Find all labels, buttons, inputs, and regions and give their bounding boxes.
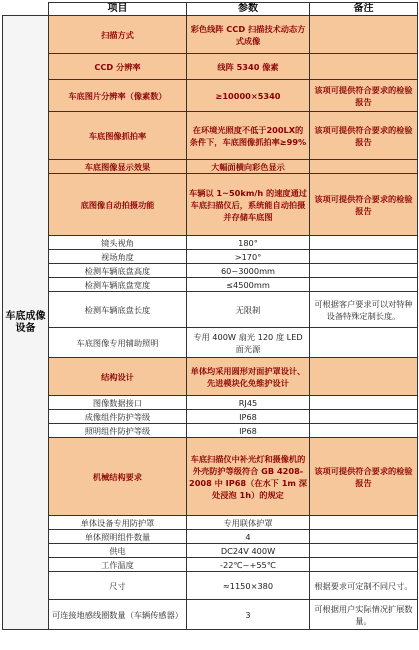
table-row [3,396,418,410]
cell-param: 60~3000mm [187,264,310,278]
cell-item: 单体照明组件数量 [49,530,187,544]
cell-note: 该项可提供符合要求的检验报告 [310,438,418,516]
header-row [3,3,418,16]
cell-item: 成像组件防护等级 [49,410,187,424]
cell-param: 无限制 [187,292,310,328]
table-row [3,328,418,358]
cell-item: 视场角度 [49,250,187,264]
table-row [3,278,418,292]
cell-param: 4 [187,530,310,544]
table-row [3,236,418,250]
cell-note [310,424,418,438]
cell-note [310,516,418,530]
cell-item: 单体设备专用防护罩 [49,516,187,530]
header-note: 备注 [310,3,418,16]
cell-item: 镜头视角 [49,236,187,250]
cell-note: 可根据客户要求可以对特种设备特殊定制长度。 [310,292,418,328]
cell-param: >170° [187,250,310,264]
cell-note [310,358,418,396]
cell-param: 在环境光照度不低于200LX的条件下，车底图像抓拍率≥99% [187,112,310,160]
group-label: 车底成像设备 [3,16,49,630]
table-row [3,16,418,54]
cell-param: 彩色线阵 CCD 扫描技术动态方式成像 [187,16,310,54]
header-param: 参数 [187,3,310,16]
cell-param: 3 [187,600,310,630]
cell-param: ≤4500mm [187,278,310,292]
cell-item: 车底图像专用辅助照明 [49,328,187,358]
cell-param: 单体均采用圆形对面护罩设计、先进模块化免维护设计 [187,358,310,396]
cell-item: 尺寸 [49,572,187,600]
cell-param: 180° [187,236,310,250]
cell-param: IP68 [187,424,310,438]
cell-param: 专用联体护罩 [187,516,310,530]
table-row [3,544,418,558]
cell-param: -22℃~+55℃ [187,558,310,572]
cell-item: 车底图片分辨率（像素数） [49,80,187,112]
cell-item: 图像数据接口 [49,396,187,410]
cell-param: ≥10000×5340 [187,80,310,112]
cell-note: 该项可提供符合要求的检验报告 [310,174,418,236]
table-row [3,600,418,630]
cell-item: 底图像自动拍摄功能 [49,174,187,236]
cell-note [310,160,418,174]
cell-item: 照明组件防护等级 [49,424,187,438]
cell-note [310,16,418,54]
cell-item: 供电 [49,544,187,558]
cell-note: 可根据用户实际情况扩展数量。 [310,600,418,630]
cell-param: IP68 [187,410,310,424]
cell-note: 根据要求可定制不同尺寸。 [310,572,418,600]
cell-item: 工作温度 [49,558,187,572]
cell-param: 专用 400W 扇光 120 度 LED 面光源 [187,328,310,358]
table-row [3,410,418,424]
table-row [3,264,418,278]
cell-item: CCD 分辨率 [49,54,187,80]
spec-table [2,2,418,630]
table-row [3,438,418,516]
cell-note [310,54,418,80]
cell-note [310,530,418,544]
cell-param: 大幅面横向彩色显示 [187,160,310,174]
table-row [3,424,418,438]
table-row [3,112,418,160]
cell-item: 检测车辆底盘高度 [49,264,187,278]
cell-note [310,410,418,424]
table-row [3,558,418,572]
cell-note [310,558,418,572]
table-row [3,174,418,236]
cell-param: DC24V 400W [187,544,310,558]
cell-param: 车底扫描仪中补光灯和摄像机的外壳防护等级符合 GB 4208-2008 中 IP68（在水下 1m 深处浸泡 1h）的规定 [187,438,310,516]
cell-item: 检测车辆底盘宽度 [49,278,187,292]
cell-item: 结构设计 [49,358,187,396]
header-empty [3,3,49,16]
table-row [3,516,418,530]
cell-param: 线阵 5340 像素 [187,54,310,80]
cell-item: 扫描方式 [49,16,187,54]
spec-table-body [3,3,418,630]
cell-note [310,236,418,250]
cell-note [310,250,418,264]
table-row [3,572,418,600]
table-row [3,358,418,396]
cell-item: 检测车辆底盘长度 [49,292,187,328]
cell-note: 该项可提供符合要求的检验报告 [310,80,418,112]
table-row [3,80,418,112]
cell-note [310,328,418,358]
header-item: 项目 [49,3,187,16]
cell-item: 车底图像显示效果 [49,160,187,174]
cell-note [310,278,418,292]
table-row [3,250,418,264]
cell-note [310,264,418,278]
cell-note: 该项可提供符合要求的检验报告 [310,112,418,160]
cell-note [310,544,418,558]
table-row [3,54,418,80]
cell-note [310,396,418,410]
table-row [3,160,418,174]
cell-param: ≈1150×380 [187,572,310,600]
table-row [3,530,418,544]
cell-item: 机械结构要求 [49,438,187,516]
cell-param: 车辆以 1~50km/h 的速度通过车底扫描仪后，系统能自动拍摄并存储车底图 [187,174,310,236]
cell-param: RJ45 [187,396,310,410]
cell-item: 车底图像抓拍率 [49,112,187,160]
cell-item: 可连接地感线圈数量（车辆传感器） [49,600,187,630]
table-row [3,292,418,328]
